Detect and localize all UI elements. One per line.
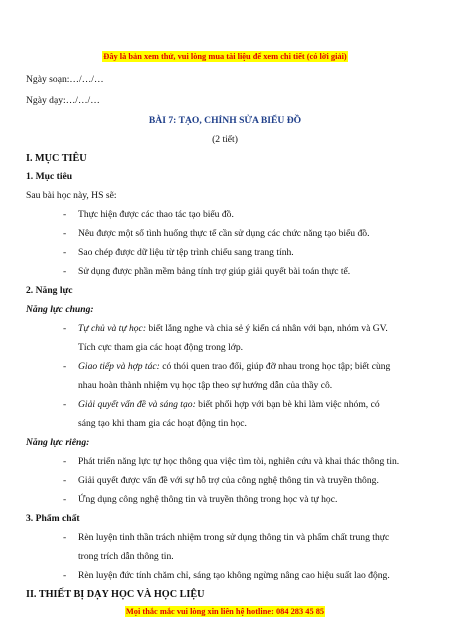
competence-text: có thói quen trao đổi, giúp đỡ nhau trong học tập; biết cùng — [159, 361, 391, 372]
general-competence-continuation: Tích cực tham gia các hoạt động trong lớp. — [78, 342, 244, 353]
competence-label: Tự chủ và tự học: — [78, 323, 147, 334]
specific-competence-heading: Năng lực riêng: — [26, 437, 90, 448]
quality-item: Rèn luyện đức tính chăm chỉ, sáng tạo không ngừng nâng cao hiệu suất lao động. — [78, 570, 390, 581]
goal-item: Nêu được một số tình huống thực tế cần sử dụng các chức năng tạo biểu đồ. — [78, 228, 370, 239]
quality-item-continuation: trong trích dẫn thông tin. — [78, 551, 174, 562]
list-bullet: - — [63, 494, 67, 505]
list-bullet: - — [63, 266, 67, 277]
list-bullet: - — [63, 456, 67, 467]
list-bullet: - — [63, 361, 67, 372]
goals-heading: 1. Mục tiêu — [26, 171, 73, 182]
list-bullet: - — [63, 228, 67, 239]
competence-label: Giải quyết vấn đề và sáng tạo: — [78, 399, 196, 410]
list-bullet: - — [63, 209, 67, 220]
general-competence-heading: Năng lực chung: — [26, 304, 94, 315]
preview-banner-top — [0, 52, 450, 61]
list-bullet: - — [63, 475, 67, 486]
lesson-title: BÀI 7: TẠO, CHỈNH SỬA BIỂU ĐỒ — [148, 115, 302, 126]
lesson-duration: (2 tiết) — [212, 134, 238, 145]
section-equipment-heading: II. THIẾT BỊ DẠY HỌC VÀ HỌC LIỆU — [26, 589, 205, 600]
competence-text: biết phối hợp với bạn bè khi làm việc nhóm, có — [195, 399, 380, 410]
specific-competence-item: Ứng dụng công nghệ thông tin và truyền thông trong học và tự học. — [78, 494, 338, 505]
quality-item: Rèn luyện tinh thần trách nhiệm trong sử dụng thông tin và phẩm chất trung thực — [78, 532, 390, 543]
goals-intro: Sau bài học này, HS sẽ: — [26, 190, 117, 201]
list-bullet: - — [63, 570, 67, 581]
quality-heading: 3. Phẩm chất — [26, 513, 80, 524]
list-bullet: - — [63, 247, 67, 258]
section-objectives-heading: I. MỤC TIÊU — [26, 153, 87, 164]
general-competence-item — [78, 399, 380, 411]
preview-banner-top-text: Đây là bản xem thử, vui lòng mua tài liệu để xem chi tiết (có lời giải) — [103, 52, 347, 61]
teach-date: Ngày dạy:…/…/… — [26, 95, 100, 106]
goal-item: Thực hiện được các thao tác tạo biểu đồ. — [78, 209, 234, 220]
prep-date: Ngày soạn:…/…/… — [26, 74, 104, 85]
goal-item: Sao chép được dữ liệu từ tệp trình chiếu sang trang tính. — [78, 247, 294, 258]
general-competence-continuation: sáng tạo khi tham gia các hoạt động tin học. — [78, 418, 247, 429]
general-competence-item — [78, 323, 388, 335]
specific-competence-item: Phát triển năng lực tự học thông qua việc tìm tòi, nghiên cứu và khai thác thông tin. — [78, 456, 400, 467]
general-competence-item — [78, 361, 390, 373]
preview-banner-bottom — [0, 607, 450, 616]
general-competence-continuation: nhau hoàn thành nhiệm vụ học tập theo sự hướng dẫn của thầy cô. — [78, 380, 333, 391]
list-bullet: - — [63, 532, 67, 543]
preview-banner-bottom-text: Mọi thắc mắc vui lòng xin liên hệ hotline: 084 283 45 85 — [125, 607, 325, 616]
list-bullet: - — [63, 399, 67, 410]
list-bullet: - — [63, 323, 67, 334]
competence-text: biết lắng nghe và chia sẻ ý kiến cá nhân với bạn, nhóm và GV. — [146, 323, 388, 334]
goal-item: Sử dụng được phần mềm bảng tính trợ giúp giải quyết bài toán thực tế. — [78, 266, 351, 277]
competence-heading: 2. Năng lực — [26, 285, 73, 296]
specific-competence-item: Giải quyết được vấn đề với sự hỗ trợ của công nghệ thông tin và truyền thông. — [78, 475, 379, 486]
competence-label: Giao tiếp và hợp tác: — [78, 361, 160, 372]
